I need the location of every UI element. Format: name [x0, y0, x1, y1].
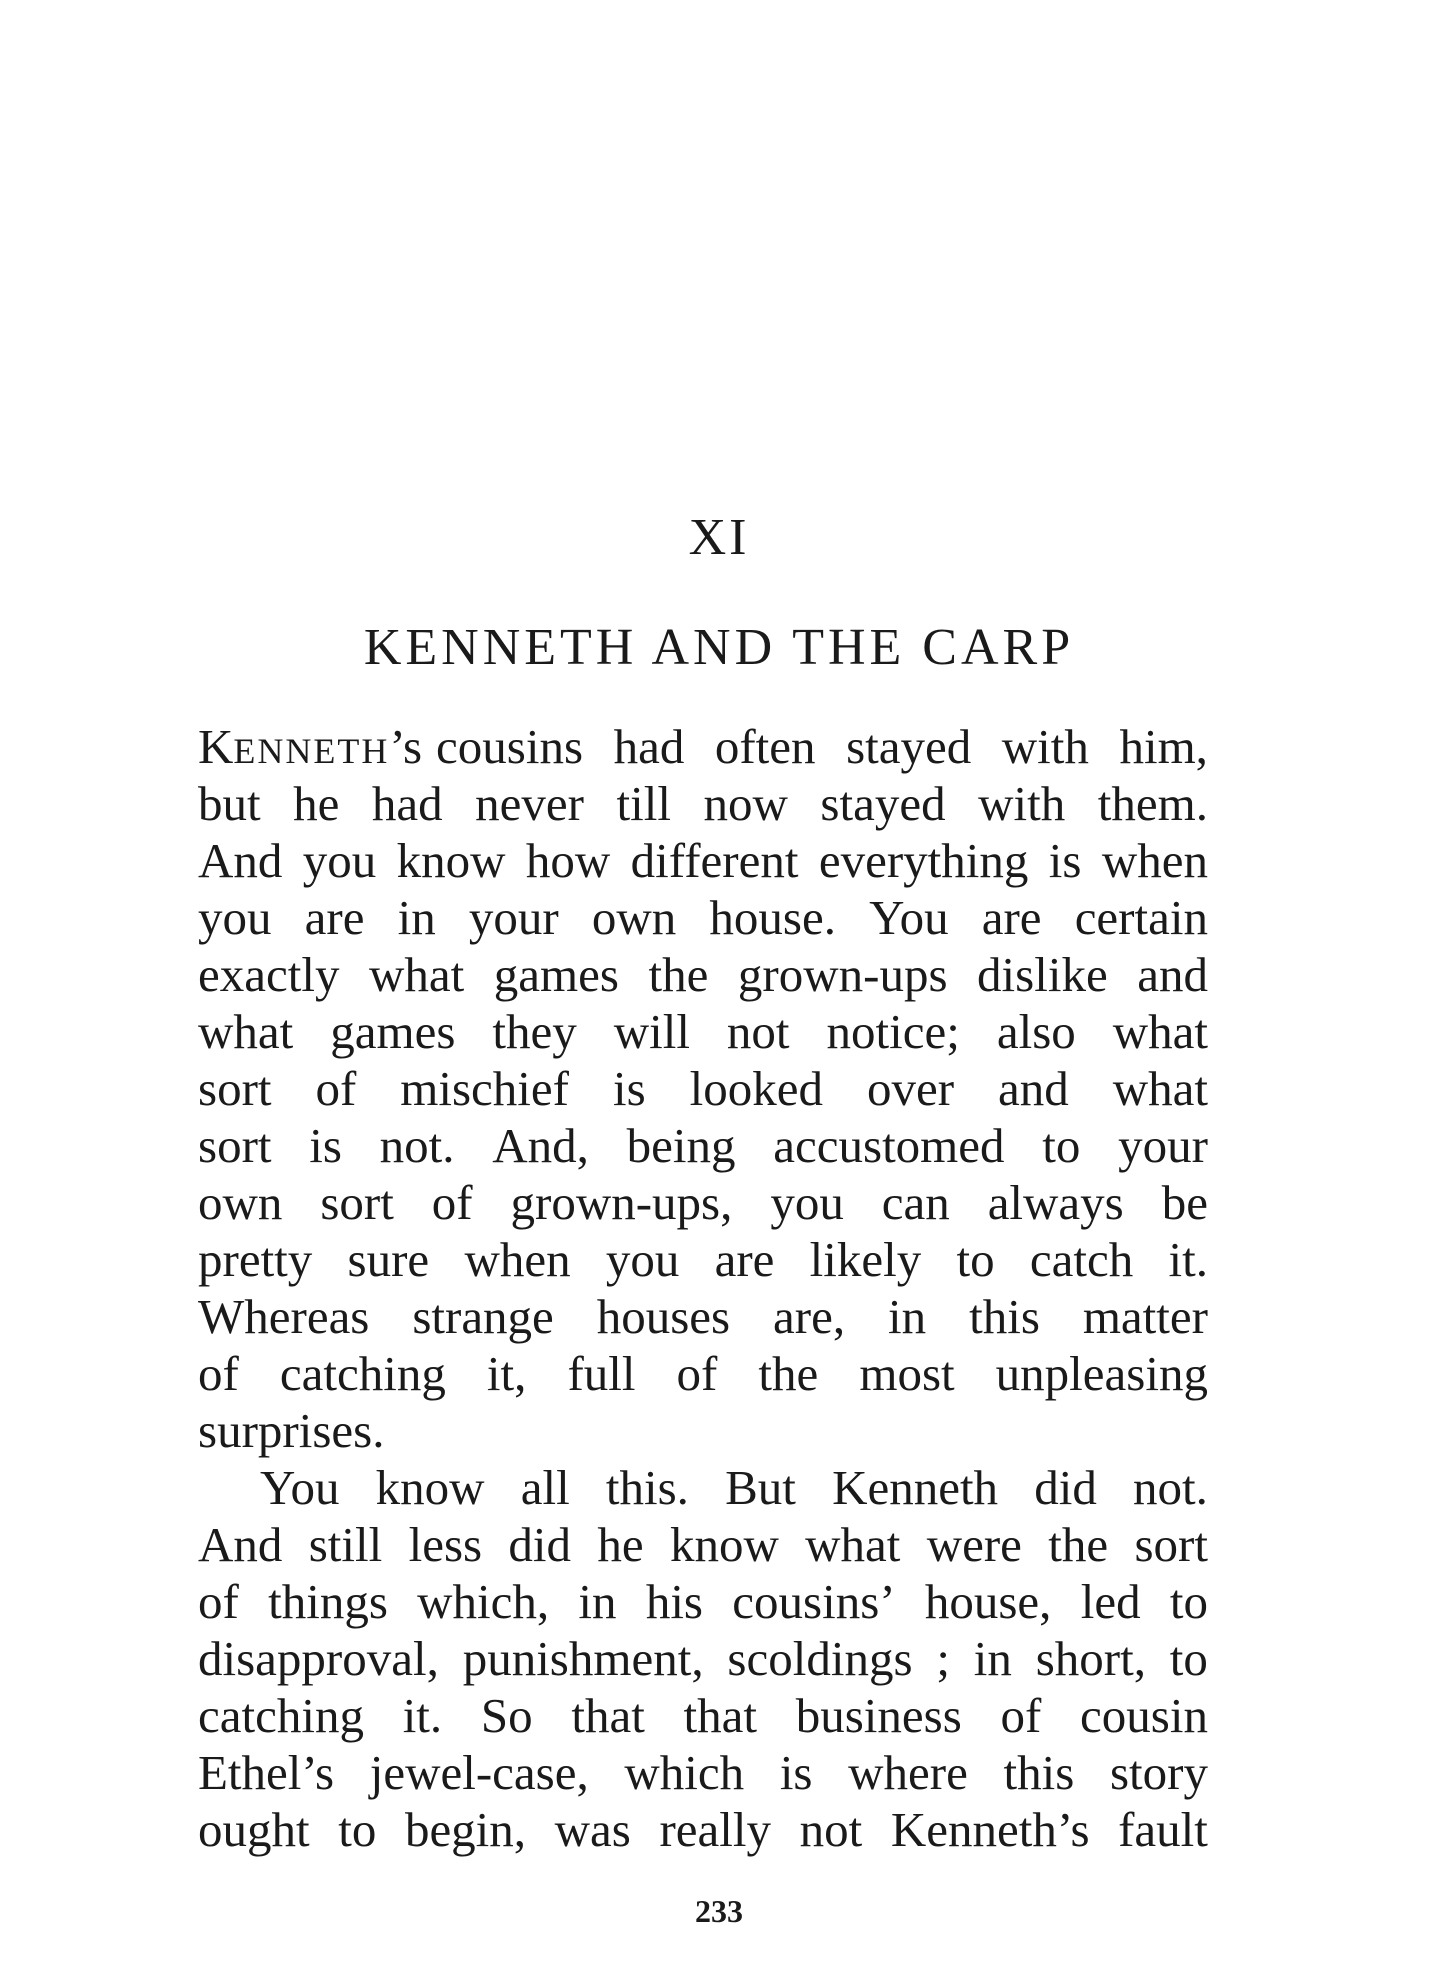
paragraph1-line: sort of mischief is looked over and what: [198, 1061, 1208, 1116]
paragraph1-line: surprises.: [198, 1403, 385, 1458]
paragraph1-line: Whereas strange houses are, in this matter: [198, 1289, 1208, 1344]
paragraph1-line: And you know how different everything is when: [198, 833, 1208, 888]
paragraph1-line: but he had never till now stayed with them.: [198, 776, 1208, 831]
paragraph1-line: pretty sure when you are likely to catch it.: [198, 1232, 1208, 1287]
paragraph2-line: ought to begin, was really not Kenneth’s fault: [198, 1802, 1208, 1857]
paragraph2-line: Ethel’s jewel-case, which is where this story: [198, 1745, 1208, 1800]
paragraph2-line: disapproval, punishment, scoldings ; in short, to: [198, 1631, 1208, 1686]
paragraph2-line: catching it. So that that business of cousin: [198, 1688, 1208, 1743]
paragraph1-line: what games they will not notice; also what: [198, 1004, 1208, 1059]
chapter-title: KENNETH AND THE CARP: [363, 619, 1075, 676]
page-number: 233: [695, 1893, 743, 1929]
body-text: [198, 718, 1208, 1858]
paragraph2-line: of things which, in his cousins’ house, led to: [198, 1574, 1208, 1629]
opening-word: KENNETH’s: [198, 719, 423, 774]
paragraph1-line: of catching it, full of the most unpleasing: [198, 1346, 1208, 1401]
paragraph1-line: own sort of grown-ups, you can always be: [198, 1175, 1208, 1230]
paragraph1-line: sort is not. And, being accustomed to your: [198, 1118, 1208, 1173]
paragraph1-line: you are in your own house. You are certain: [198, 890, 1208, 945]
paragraph-2: [198, 1459, 1208, 1858]
chapter-number: XI: [688, 509, 750, 566]
paragraph-1-line-1-rest: cousins had often stayed with him,: [436, 719, 1208, 774]
paragraph-1: [198, 775, 1208, 1459]
paragraph2-line: You know all this. But Kenneth did not.: [260, 1460, 1208, 1515]
paragraph2-line: And still less did he know what were the sort: [198, 1517, 1208, 1572]
paragraph-1-line-1: [198, 718, 1208, 775]
paragraph1-line: exactly what games the grown-ups dislike and: [198, 947, 1208, 1002]
